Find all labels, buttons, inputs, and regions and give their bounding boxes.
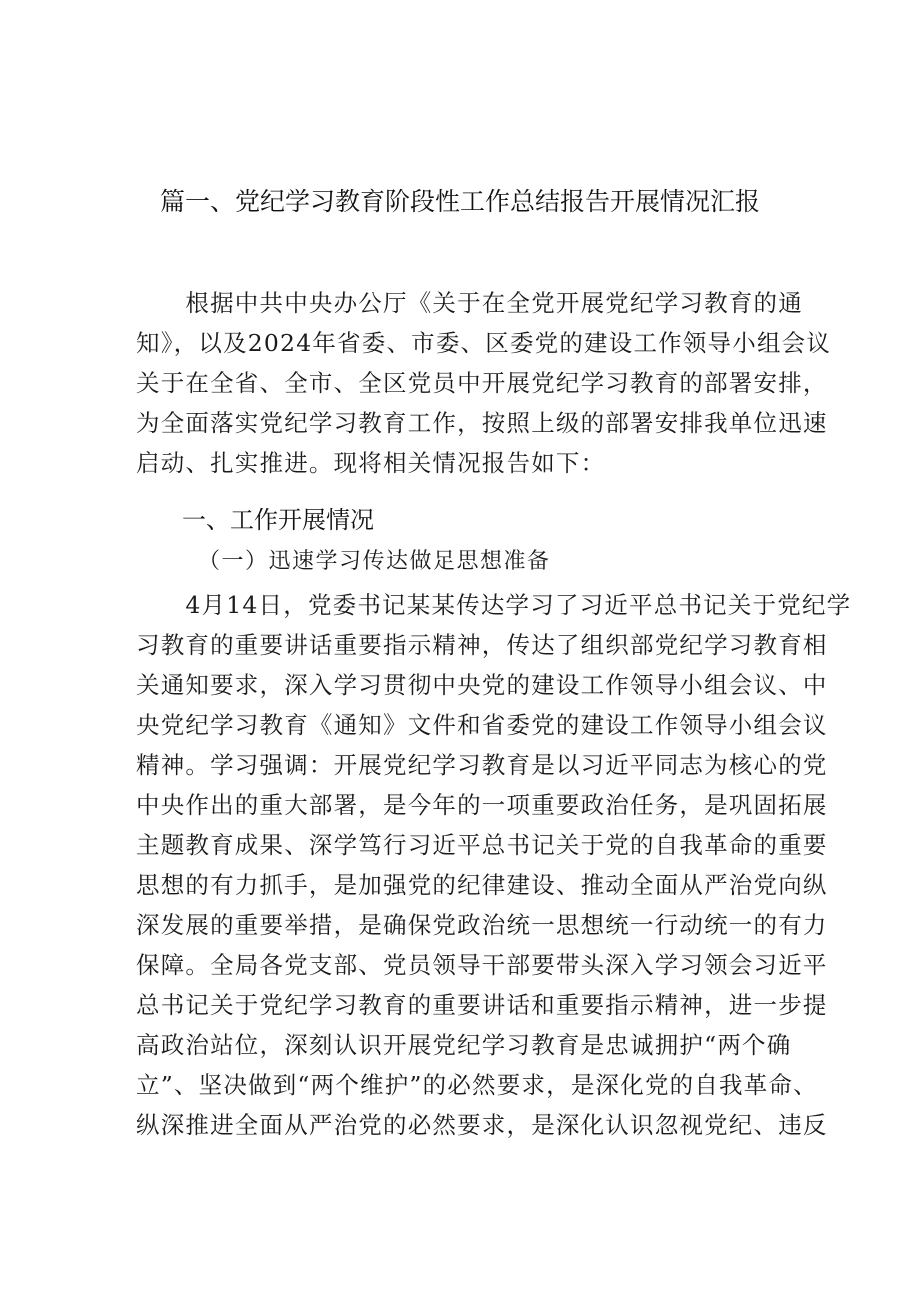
text-line: 4月14日，党委书记某某传达学习了习近平总书记关于党纪学 [136, 591, 852, 619]
text-line: 总书记关于党纪学习教育的重要讲话和重要指示精神，进一步提 [136, 991, 828, 1019]
subsection-heading: （一）迅速学习传达做足思想准备 [198, 549, 551, 574]
text-line: 知》，以及2024年省委、市委、区委党的建设工作领导小组会议 [136, 329, 832, 357]
text-line: 纵深推进全面从严治党的必然要求，是深化认识忽视党纪、违反 [136, 1111, 828, 1139]
intro-paragraph [136, 283, 832, 483]
text-line: 思想的有力抓手，是加强党的纪律建设、推动全面从严治党向纵 [136, 871, 828, 899]
text-line: 启动、扎实推进。现将相关情况报告如下： [136, 449, 606, 477]
text-line: 精神。学习强调：开展党纪学习教育是以习近平同志为核心的党 [136, 751, 828, 779]
document-title: 篇一、党纪学习教育阶段性工作总结报告开展情况汇报 [159, 187, 760, 216]
text-line: 关于在全省、全市、全区党员中开展党纪学习教育的部署安排， [136, 369, 828, 397]
text-line: 深发展的重要举措，是确保党政治统一思想统一行动统一的有力 [136, 911, 828, 939]
text-line: 根据中共中央办公厅《关于在全党开展党纪学习教育的通 [136, 289, 803, 317]
body-paragraph [136, 585, 852, 1145]
text-line: 中央作出的重大部署，是今年的一项重要政治任务，是巩固拓展 [136, 791, 828, 819]
text-line: 习教育的重要讲话重要指示精神，传达了组织部党纪学习教育相 [136, 631, 828, 659]
text-line: 央党纪学习教育《通知》文件和省委党的建设工作领导小组会议 [136, 711, 828, 739]
text-line: 主题教育成果、深学笃行习近平总书记关于党的自我革命的重要 [136, 831, 828, 859]
text-line: 关通知要求，深入学习贯彻中央党的建设工作领导小组会议、中 [136, 671, 828, 699]
text-line: 立”、坚决做到“两个维护”的必然要求，是深化党的自我革命、 [136, 1071, 818, 1099]
section-heading: 一、工作开展情况 [182, 506, 374, 534]
text-line: 高政治站位，深刻认识开展党纪学习教育是忠诚拥护“两个确 [136, 1031, 792, 1059]
text-line: 保障。全局各党支部、党员领导干部要带头深入学习领会习近平 [136, 951, 828, 979]
text-line: 为全面落实党纪学习教育工作，按照上级的部署安排我单位迅速 [136, 409, 828, 437]
